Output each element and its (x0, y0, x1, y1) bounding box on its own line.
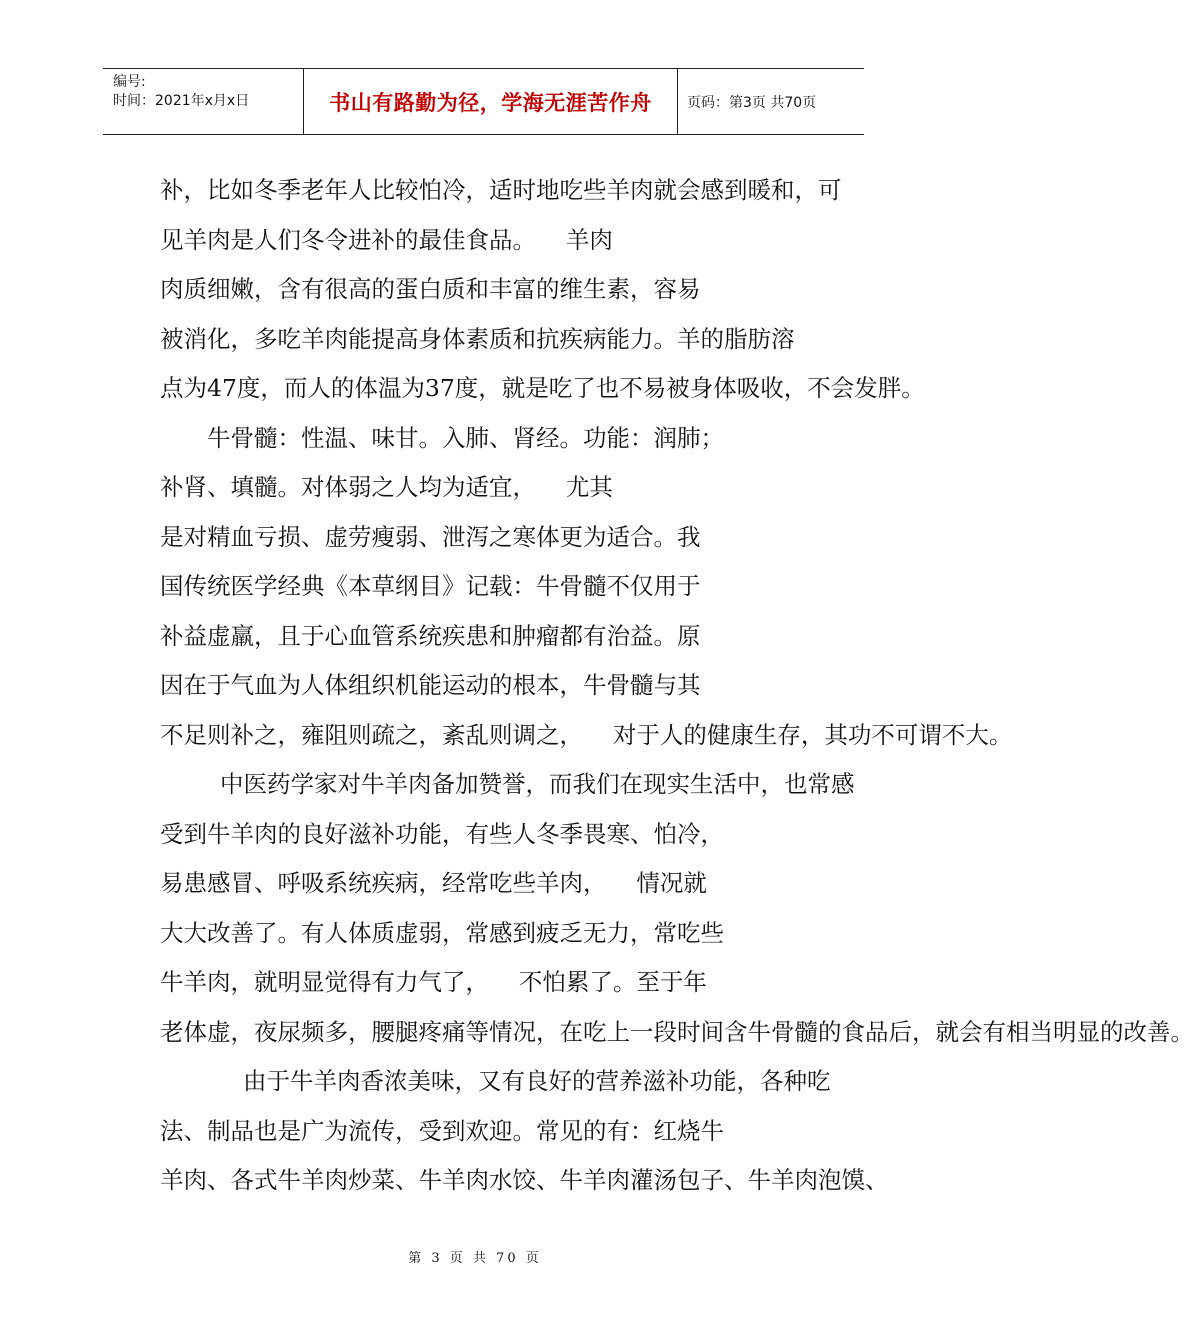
text-line: 由于牛羊肉香浓美味，又有良好的营养滋补功能，各种吃 (243, 1067, 831, 1095)
text-line: 牛骨髓：性温、味甘。入肺、肾经。功能：润肺； (207, 423, 724, 452)
text-line: 见羊肉是人们冬令进补的最佳食品。 羊肉 (160, 225, 613, 254)
text-line: 是对精血亏损、虚劳瘦弱、泄泻之寒体更为适合。我 (160, 522, 701, 551)
text-line: 补，比如冬季老年人比较怕冷，适时地吃些羊肉就会感到暖和，可 (160, 176, 842, 204)
paragraph-1 (160, 166, 925, 414)
text-line: 因在于气血为人体组织机能运动的根本，牛骨髓与其 (160, 671, 701, 699)
document-date-label: 时间：2021年x月x日 (113, 93, 250, 109)
text-line: 肉质细嫩，含有很高的蛋白质和丰富的维生素，容易 (160, 275, 701, 303)
text-line: 国传统医学经典《本草纲目》记载：牛骨髓不仅用于 (160, 572, 701, 600)
paragraph-2 (160, 414, 1013, 761)
text-line: 点为47度，而人的体温为37度，就是吃了也不易被身体吸收，不会发胖。 (160, 374, 925, 402)
paragraph-3 (160, 760, 1194, 1057)
header-motto: 书山有路勤为径，学海无涯苦作舟 (304, 69, 678, 134)
text-line: 受到牛羊肉的良好滋补功能，有些人冬季畏寒、怕冷， (160, 819, 724, 848)
text-line: 补肾、填髓。对体弱之人均为适宜， 尤其 (160, 473, 613, 501)
text-line: 牛羊肉，就明显觉得有力气了， 不怕累了。至于年 (160, 968, 707, 996)
text-line: 补益虚羸，且于心血管系统疾患和肿瘤都有治益。原 (160, 621, 701, 650)
text-line: 羊肉、各式牛羊肉炒菜、牛羊肉水饺、牛羊肉灌汤包子、牛羊肉泡馍、 (160, 1166, 889, 1194)
text-line: 中医药学家对牛羊肉备加赞誉，而我们在现实生活中，也常感 (220, 770, 855, 798)
paragraph-1-text (160, 166, 925, 414)
header-meta (103, 69, 304, 134)
text-line: 老体虚，夜尿频多，腰腿疼痛等情况，在吃上一段时间含牛骨髓的食品后，就会有相当明显的改善。 (160, 1017, 1194, 1046)
text-line: 被消化，多吃羊肉能提高身体素质和抗疾病能力。羊的脂肪溶 (160, 324, 795, 353)
page-footer: 第 3 页 共 70 页 (408, 1251, 542, 1266)
paragraph-2-text (160, 414, 1013, 761)
paragraph-3-text (160, 760, 1194, 1057)
text-line: 不足则补之，雍阻则疏之，紊乱则调之， 对于人的健康生存，其功不可谓不大。 (160, 720, 1013, 749)
text-line: 法、制品也是广为流传，受到欢迎。常见的有：红烧牛 (160, 1116, 724, 1145)
page-header (103, 68, 864, 135)
header-page-label: 页码：第3页 共70页 (687, 94, 817, 111)
text-line: 易患感冒、呼吸系统疾病，经常吃些羊肉， 情况就 (160, 869, 707, 897)
document-number-label: 编号: (113, 74, 146, 90)
paragraph-4-text (160, 1057, 889, 1206)
paragraph-4 (160, 1057, 889, 1206)
text-line: 大大改善了。有人体质虚弱，常感到疲乏无力，常吃些 (160, 918, 724, 947)
document-body (160, 166, 1194, 1206)
